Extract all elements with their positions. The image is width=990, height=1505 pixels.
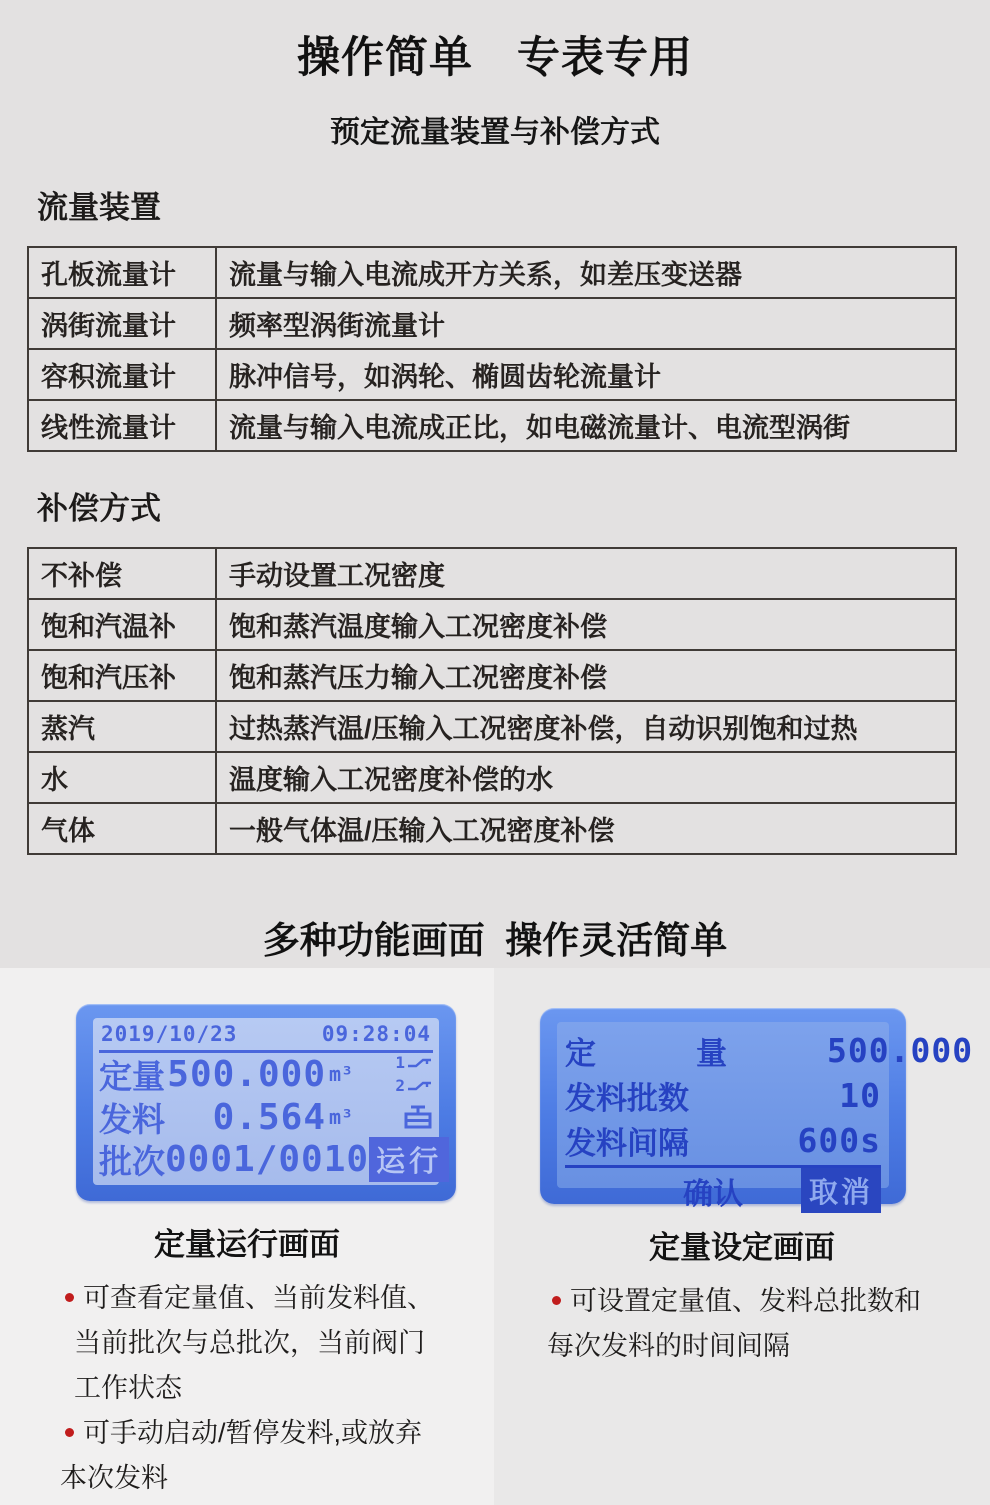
table-row — [28, 752, 956, 803]
comp-desc-cell: 手动设置工况密度 — [216, 548, 956, 599]
valve-2-number: 2 — [395, 1076, 405, 1096]
bullet-text: 每次发料的时间间隔 — [547, 1331, 790, 1361]
comp-name-cell: 饱和汽温补 — [28, 599, 216, 650]
compensation-table — [27, 547, 957, 855]
bullet-dot-icon — [552, 1296, 561, 1305]
lcd-display — [557, 1022, 974, 1211]
flow-devices-heading: 流量装置 — [37, 190, 161, 225]
lcd-batches-row — [565, 1073, 881, 1118]
comp-desc-cell: 饱和蒸汽温度输入工况密度补偿 — [216, 599, 956, 650]
device-desc-cell: 频率型涡街流量计 — [216, 298, 956, 349]
valve-state-zone — [375, 1104, 433, 1130]
table-row — [28, 548, 956, 599]
comp-desc-cell: 一般气体温/压输入工况密度补偿 — [216, 803, 956, 854]
set-screen-bullets — [547, 1279, 977, 1369]
compensation-heading: 补偿方式 — [37, 491, 161, 526]
comp-name-cell: 气体 — [28, 803, 216, 854]
bullet-line — [60, 1321, 480, 1366]
bullet-text: 当前批次与总批次，当前阀门 — [74, 1328, 425, 1358]
table-row — [28, 599, 956, 650]
table-row — [28, 803, 956, 854]
run-screen-caption: 定量运行画面 — [154, 1227, 340, 1262]
lcd-actions-row — [565, 1168, 881, 1213]
valve-2-status-icon — [395, 1076, 433, 1095]
run-status-badge: 运行 — [369, 1137, 449, 1182]
contact-switch-icon — [407, 1080, 433, 1092]
table-row — [28, 650, 956, 701]
valve-status-zone — [375, 1053, 433, 1095]
interval-label: 发料间隔 — [565, 1126, 689, 1161]
lcd-time: 09:28:04 — [321, 1022, 431, 1046]
quota-value: 500.000 — [167, 1053, 326, 1095]
bullet-line — [60, 1411, 480, 1456]
flow-devices-table — [27, 246, 957, 452]
cancel-badge: 取消 — [801, 1168, 881, 1213]
page-title: 操作简单 专表专用 — [297, 34, 693, 82]
bullet-line — [60, 1276, 480, 1321]
contact-switch-icon — [407, 1057, 433, 1069]
dispense-value: 0.564 — [212, 1096, 326, 1138]
bullet-text: 可手动启动/暂停发料,或放弃 — [83, 1418, 423, 1448]
dispense-unit: m³ — [329, 1105, 354, 1129]
bullet-text: 可查看定量值、当前发料值、 — [83, 1283, 434, 1313]
device-desc-cell: 流量与输入电流成开方关系，如差压变送器 — [216, 247, 956, 298]
comp-name-cell: 饱和汽压补 — [28, 650, 216, 701]
lcd-batch-row — [99, 1138, 443, 1181]
lcd-display — [93, 1018, 443, 1185]
confirm-label: 确认 — [683, 1177, 743, 1211]
batches-label: 发料批数 — [565, 1081, 689, 1116]
batch-value: 0001/0010 — [165, 1139, 370, 1181]
batch-label: 批次 — [99, 1143, 165, 1181]
bullet-text: 可设置定量值、发料总批数和 — [570, 1286, 921, 1316]
valve-1-status-icon — [395, 1053, 433, 1072]
quota-label: 定量 — [99, 1057, 165, 1095]
device-name-cell: 容积流量计 — [28, 349, 216, 400]
dispense-label: 发料 — [99, 1100, 165, 1138]
batches-value: 10 — [839, 1076, 881, 1115]
quota-value: 500.000 — [827, 1031, 974, 1070]
table-row — [28, 400, 956, 451]
comp-name-cell: 蒸汽 — [28, 701, 216, 752]
comp-name-cell: 不补偿 — [28, 548, 216, 599]
table-row — [28, 298, 956, 349]
screens-section-title: 多种功能画面 操作灵活简单 — [262, 920, 728, 961]
device-name-cell: 线性流量计 — [28, 400, 216, 451]
comp-desc-cell: 过热蒸汽温/压输入工况密度补偿，自动识别饱和过热 — [216, 701, 956, 752]
table-row — [28, 349, 956, 400]
set-screen-caption: 定量设定画面 — [649, 1230, 835, 1265]
bullet-line — [547, 1324, 977, 1369]
quota-label: 定量 — [565, 1036, 827, 1071]
device-desc-cell: 脉冲信号，如涡轮、椭圆齿轮流量计 — [216, 349, 956, 400]
screens-section — [0, 968, 990, 1505]
comp-desc-cell: 温度输入工况密度补偿的水 — [216, 752, 956, 803]
run-screen-panel — [0, 968, 494, 1505]
comp-name-cell: 水 — [28, 752, 216, 803]
valve-1-number: 1 — [395, 1053, 405, 1073]
lcd-dispense-row — [99, 1096, 433, 1139]
bullet-line — [60, 1456, 480, 1501]
run-screen-lcd — [76, 1004, 456, 1201]
device-name-cell: 涡街流量计 — [28, 298, 216, 349]
comp-desc-cell: 饱和蒸汽压力输入工况密度补偿 — [216, 650, 956, 701]
lcd-date: 2019/10/23 — [101, 1022, 238, 1046]
set-screen-lcd — [540, 1008, 974, 1211]
lcd-date-row — [99, 1021, 433, 1053]
page-subtitle: 预定流量装置与补偿方式 — [330, 116, 660, 149]
bullet-line — [60, 1366, 480, 1411]
quota-unit: m³ — [329, 1062, 354, 1087]
table-row — [28, 701, 956, 752]
interval-value: 600s — [797, 1121, 881, 1160]
lcd-quota-row — [99, 1053, 433, 1096]
device-desc-cell: 流量与输入电流成正比，如电磁流量计、电流型涡街 — [216, 400, 956, 451]
valve-icon — [403, 1104, 433, 1130]
bullet-text: 本次发料 — [60, 1463, 168, 1493]
bullet-dot-icon — [65, 1428, 74, 1437]
lcd-quota-row — [565, 1028, 974, 1073]
lcd-interval-row — [565, 1118, 881, 1163]
bullet-text: 工作状态 — [74, 1373, 182, 1403]
run-screen-bullets — [60, 1276, 480, 1501]
device-name-cell: 孔板流量计 — [28, 247, 216, 298]
table-row — [28, 247, 956, 298]
set-screen-panel — [494, 968, 990, 1505]
bullet-dot-icon — [65, 1293, 74, 1302]
bullet-line — [547, 1279, 977, 1324]
